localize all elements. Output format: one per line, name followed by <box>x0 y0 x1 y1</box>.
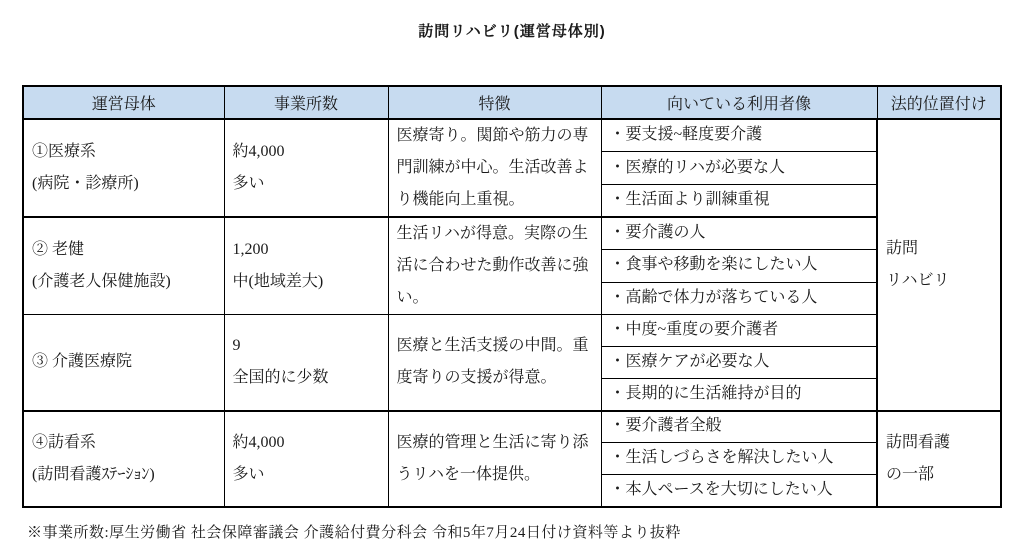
operator-cell <box>23 315 224 411</box>
count-note: 中(地域差大) <box>232 273 324 290</box>
table-row <box>23 411 1001 443</box>
count-cell <box>224 411 388 507</box>
legal-line: リハビリ <box>886 271 950 289</box>
operator-name: ② 老健 <box>32 241 85 258</box>
user-item: ・中度~重度の要介護者 <box>601 315 877 347</box>
count-cell <box>224 315 388 411</box>
user-item: ・医療的リハが必要な人 <box>601 152 877 185</box>
user-item: ・本人ペースを大切にしたい人 <box>601 475 877 507</box>
count-cell <box>224 119 388 217</box>
header-features: 特徴 <box>388 86 601 119</box>
legal-cell-kango <box>877 411 1001 507</box>
user-item: ・要介護者全般 <box>601 411 877 443</box>
count-value: 約4,000 <box>232 143 285 160</box>
operator-subname: (病院・診療所) <box>32 175 139 192</box>
operator-cell <box>23 217 224 315</box>
legal-cell-rehab <box>877 119 1001 411</box>
count-note: 多い <box>232 175 265 192</box>
page-title: 訪問リハビリ(運営母体別) <box>418 23 606 40</box>
count-value: 1,200 <box>232 241 269 258</box>
count-value: 9 <box>232 337 241 355</box>
user-item: ・要支援~軽度要介護 <box>601 119 877 152</box>
user-item: ・要介護の人 <box>601 217 877 250</box>
table-row <box>23 315 1001 347</box>
header-users: 向いている利用者像 <box>601 86 877 119</box>
operator-subname: (介護老人保健施設) <box>32 273 171 290</box>
user-item: ・生活しづらさを解決したい人 <box>601 443 877 475</box>
count-note: 多い <box>232 465 265 483</box>
table-row <box>23 217 1001 250</box>
operator-name: ①医療系 <box>32 143 97 160</box>
features-cell: 医療的管理と生活に寄り添うリハを一体提供。 <box>388 411 601 507</box>
user-item: ・食事や移動を楽にしたい人 <box>601 250 877 283</box>
user-item: ・高齢で体力が落ちている人 <box>601 282 877 315</box>
count-value: 約4,000 <box>232 433 285 451</box>
rehab-operators-table <box>22 85 1002 508</box>
operator-name: ③ 介護医療院 <box>32 353 133 371</box>
legal-line: 訪問 <box>886 239 919 257</box>
count-cell <box>224 217 388 315</box>
features-cell: 生活リハが得意。実際の生活に合わせた動作改善に強い。 <box>388 217 601 315</box>
features-cell: 医療と生活支援の中間。重度寄りの支援が得意。 <box>388 315 601 411</box>
user-item: ・生活面より訓練重視 <box>601 184 877 217</box>
operator-name: ④訪看系 <box>32 433 97 451</box>
features-cell: 医療寄り。関節や筋力の専門訓練が中心。生活改善より機能向上重視。 <box>388 119 601 217</box>
legal-line: 訪問看護 <box>886 433 951 451</box>
user-item: ・長期的に生活維持が目的 <box>601 379 877 411</box>
user-item: ・医療ケアが必要な人 <box>601 347 877 379</box>
source-footnote: ※事業所数:厚生労働省 社会保障審議会 介護給付費分科会 令和5年7月24日付け資料等より抜粋 <box>27 524 681 541</box>
legal-line: の一部 <box>886 465 935 483</box>
count-note: 全国的に少数 <box>232 369 329 387</box>
operator-cell <box>23 411 224 507</box>
header-legal: 法的位置付け <box>877 86 1001 119</box>
operator-cell <box>23 119 224 217</box>
table-header-row <box>23 86 1001 119</box>
table-row <box>23 119 1001 152</box>
header-count: 事業所数 <box>224 86 388 119</box>
operator-subname: (訪問看護ｽﾃｰｼｮﾝ) <box>32 465 155 483</box>
header-operator: 運営母体 <box>23 86 224 119</box>
